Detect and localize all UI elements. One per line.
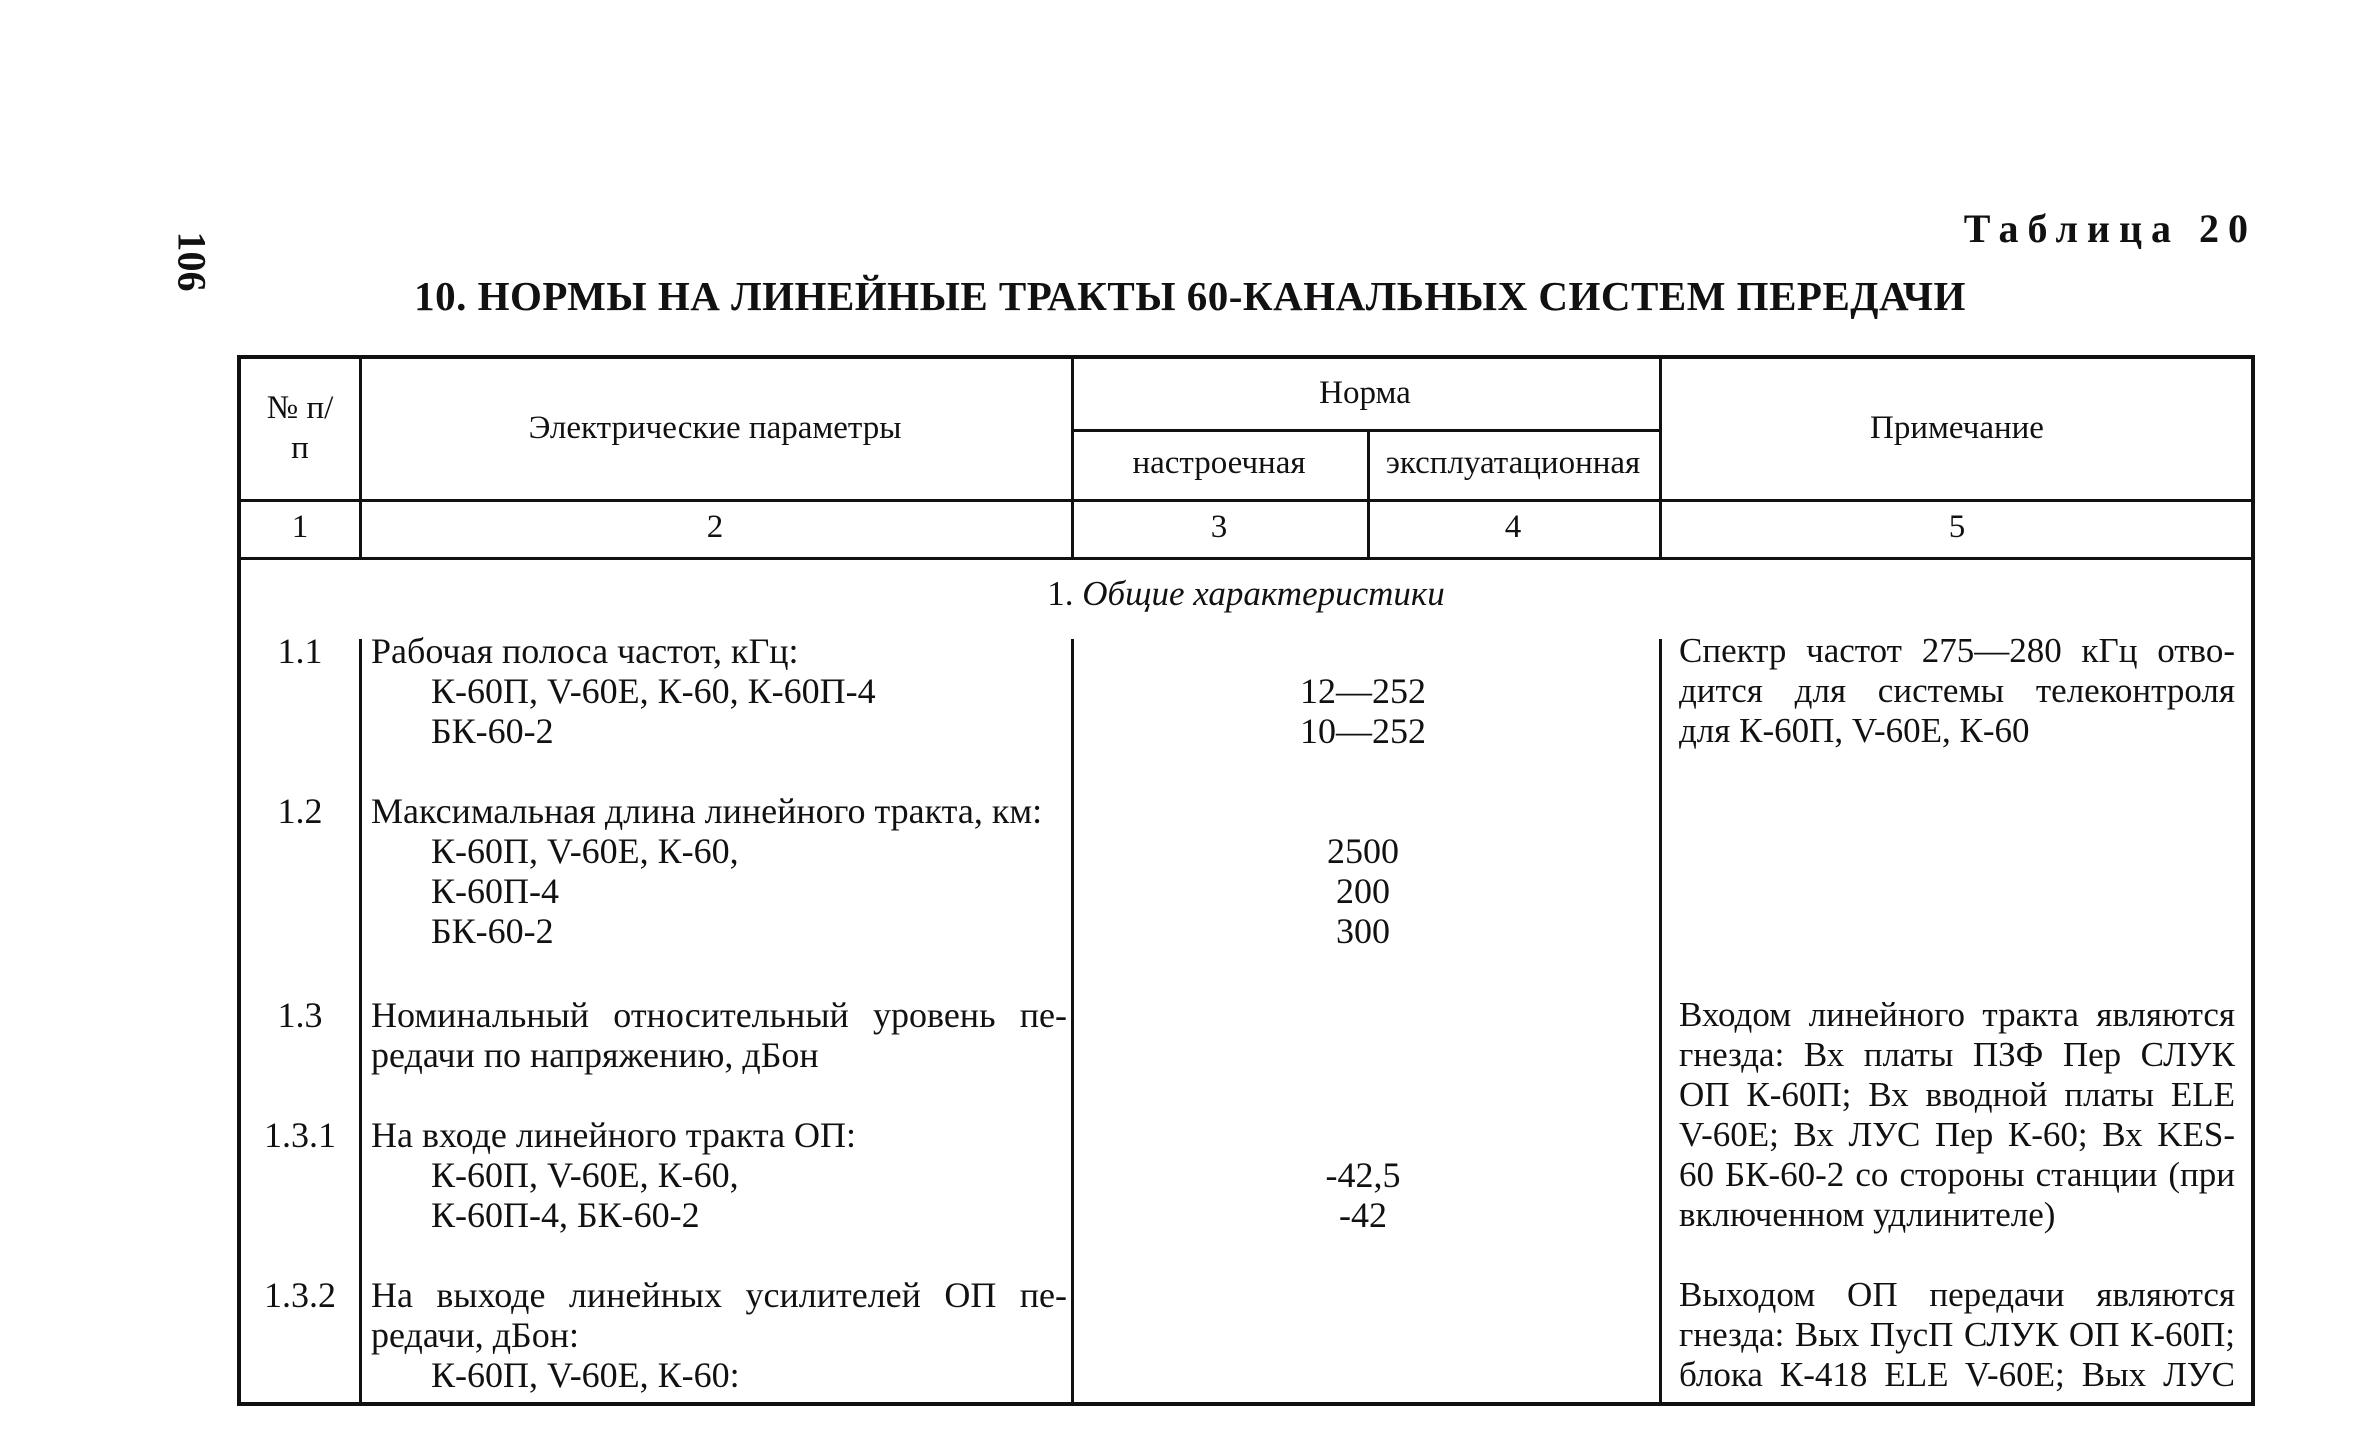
header-setup: настроечная <box>1132 445 1306 482</box>
value-line: -42 <box>1339 1195 1387 1235</box>
row-number: 1.3.2 <box>264 1275 336 1315</box>
note-line: блока К-418 ELE V-60Е; Вых ЛУС <box>1679 1355 2235 1394</box>
header-operational: эксплуатационная <box>1385 445 1641 482</box>
page-number: 106 <box>169 231 215 292</box>
vline-2 <box>1071 359 1074 557</box>
row-param <box>371 791 1067 951</box>
param-line: БК-60-2 <box>431 711 554 751</box>
param-line: К-60П, V-60Е, К-60, <box>431 1155 739 1195</box>
param-line: К-60П, V-60Е, К-60, <box>431 831 739 871</box>
col-number-4: 4 <box>1504 509 1522 546</box>
row-note <box>1679 631 2235 751</box>
row-value <box>1067 1155 1659 1235</box>
body-vline-2 <box>1071 639 1074 1406</box>
row-param <box>371 1115 1067 1235</box>
vline-4 <box>1659 359 1662 557</box>
note-line: гнезда: Вх платы ПЗФ Пер СЛУК <box>1679 1035 2235 1074</box>
header-norm: Норма <box>1319 375 1411 412</box>
header-note: Примечание <box>1870 410 2044 447</box>
header-params: Электрические параметры <box>528 410 902 447</box>
row-number: 1.2 <box>277 791 323 831</box>
value-line: -42,5 <box>1325 1155 1401 1195</box>
vline-3 <box>1367 429 1370 557</box>
param-line: Рабочая полоса частот, кГц: <box>371 631 799 671</box>
norm-split-line <box>1071 429 1659 432</box>
note-line: гнезда: Вых ПусП СЛУК ОП К-60П; <box>1679 1315 2235 1354</box>
body-vline-4 <box>1659 639 1662 1406</box>
note-line: для К-60П, V-60Е, К-60 <box>1679 711 2030 750</box>
note-line: 60 БК-60-2 со стороны станции (при <box>1679 1155 2235 1194</box>
col-number-2: 2 <box>706 509 724 546</box>
note-line: включенном удлинителе) <box>1679 1195 2056 1234</box>
row-value <box>1067 831 1659 951</box>
row-param <box>371 631 1067 751</box>
row-value <box>1067 671 1659 751</box>
param-line: К-60П-4 <box>431 871 559 911</box>
document-title: 10. НОРМЫ НА ЛИНЕЙНЫЕ ТРАКТЫ 60-КАНАЛЬНЫХ СИСТЕМ ПЕРЕДАЧИ <box>414 273 1966 319</box>
body-vline-1 <box>359 639 362 1406</box>
row-number: 1.3 <box>277 995 323 1035</box>
param-line: Максимальная длина линейного тракта, км: <box>371 791 1043 831</box>
note-line: V-60Е; Вх ЛУС Пер К-60; Вх KES- <box>1679 1115 2235 1154</box>
section-name: Общие характеристики <box>1082 574 1445 613</box>
header-bottom-line <box>241 499 2255 502</box>
row-number: 1.1 <box>277 631 323 671</box>
param-line: Номинальный относительный уровень пе- <box>371 995 1067 1035</box>
row-note <box>1679 1275 2235 1395</box>
param-line: К-60П-4, БК-60-2 <box>431 1195 700 1235</box>
row-param <box>371 1275 1067 1395</box>
col-number-3: 3 <box>1210 509 1228 546</box>
value-line: 12—252 <box>1300 671 1426 711</box>
section-title <box>241 574 2251 614</box>
norms-table <box>237 355 2255 1406</box>
col-number-1: 1 <box>291 509 309 546</box>
param-line: На входе линейного тракта ОП: <box>371 1115 857 1155</box>
col-number-bottom-line <box>241 557 2255 560</box>
note-line: дится для системы телеконтроля <box>1679 671 2235 710</box>
param-line: редачи по напряжению, дБон <box>371 1035 819 1075</box>
row-param <box>371 995 1067 1075</box>
header-num <box>241 359 359 499</box>
row-note <box>1679 995 2235 1235</box>
col-number-5: 5 <box>1948 509 1966 546</box>
note-line: Спектр частот 275—280 кГц отво- <box>1679 631 2235 670</box>
param-line: БК-60-2 <box>431 911 554 951</box>
value-line: 2500 <box>1327 831 1399 871</box>
param-line: К-60П, V-60Е, К-60, К-60П-4 <box>431 671 876 711</box>
value-line: 300 <box>1336 911 1390 951</box>
section-number: 1. <box>1047 574 1074 613</box>
note-line: Входом линейного тракта являются <box>1679 995 2235 1034</box>
value-line: 10—252 <box>1300 711 1426 751</box>
header-num-label: № п/п <box>266 390 334 466</box>
vline-1 <box>359 359 362 557</box>
table-label: Таблица 20 <box>1963 206 2257 251</box>
note-line: ОП К-60П; Вх вводной платы ELE <box>1679 1075 2235 1114</box>
param-line: редачи, дБон: <box>371 1315 579 1355</box>
value-line: 200 <box>1336 871 1390 911</box>
row-number: 1.3.1 <box>264 1115 336 1155</box>
note-line: Выходом ОП передачи являются <box>1679 1275 2235 1314</box>
param-line: К-60П, V-60Е, К-60: <box>431 1355 740 1395</box>
param-line: На выходе линейных усилителей ОП пе- <box>371 1275 1067 1315</box>
